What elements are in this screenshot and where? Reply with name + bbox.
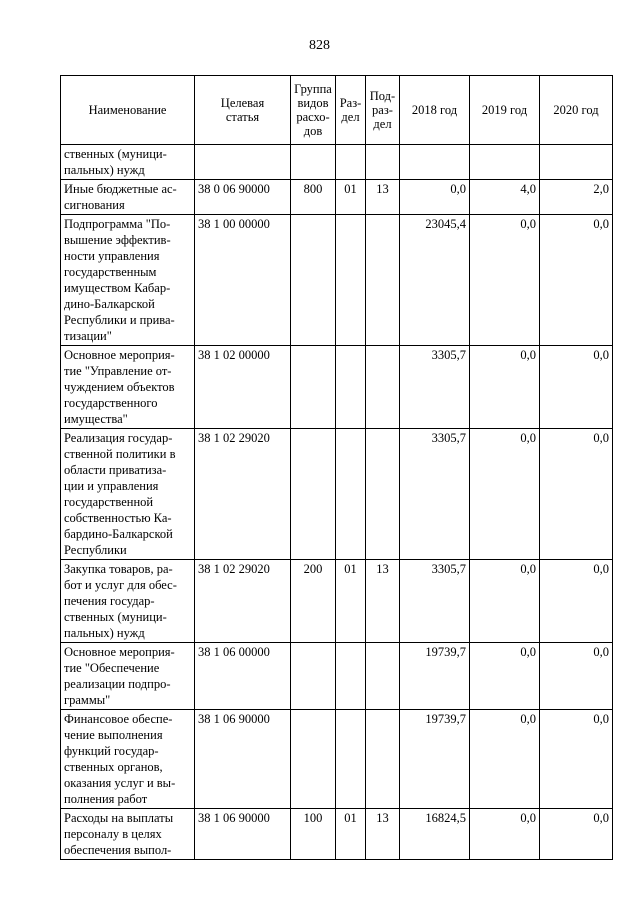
table-row — [61, 346, 613, 429]
table-row — [61, 180, 613, 215]
cell-2018: 19739,7 — [400, 643, 470, 710]
cell-2020: 0,0 — [540, 429, 613, 560]
cell-name: Расходы на выплаты персоналу в целях обеспечения выпол- — [61, 809, 195, 860]
cell-expense-group — [291, 429, 336, 560]
cell-2019: 0,0 — [470, 429, 540, 560]
table-row — [61, 710, 613, 809]
cell-name: Основное мероприя- тие "Обеспечение реализации подпро- граммы" — [61, 643, 195, 710]
table-row — [61, 560, 613, 643]
cell-target: 38 1 02 00000 — [195, 346, 291, 429]
cell-2019: 0,0 — [470, 215, 540, 346]
cell-2018 — [400, 145, 470, 180]
cell-2018: 3305,7 — [400, 560, 470, 643]
cell-2018: 23045,4 — [400, 215, 470, 346]
cell-section — [336, 145, 366, 180]
table-header-row — [61, 76, 613, 145]
cell-2020: 0,0 — [540, 346, 613, 429]
cell-section: 01 — [336, 560, 366, 643]
cell-name: Реализация государ- ственной политики в области приватиза- ции и управления государственной собственностью Ка- бардино-Балкарской Республики — [61, 429, 195, 560]
cell-2019: 0,0 — [470, 346, 540, 429]
cell-target: 38 1 06 90000 — [195, 710, 291, 809]
header-expense-group: Группа видов расхо- дов — [291, 76, 336, 145]
cell-section — [336, 429, 366, 560]
cell-name: Закупка товаров, ра- бот и услуг для обес- печения государ- ственных (муници- пальных) нужд — [61, 560, 195, 643]
cell-subsection — [366, 145, 400, 180]
cell-expense-group: 800 — [291, 180, 336, 215]
cell-target: 38 1 06 00000 — [195, 643, 291, 710]
cell-2018: 3305,7 — [400, 429, 470, 560]
cell-name: Подпрограмма "По- вышение эффектив- ности управления государственным имуществом Кабар- дино-Балкарской Республики и прива- тизации" — [61, 215, 195, 346]
cell-name: Иные бюджетные ас- сигнования — [61, 180, 195, 215]
cell-2019: 0,0 — [470, 643, 540, 710]
cell-2020: 0,0 — [540, 643, 613, 710]
cell-2019: 0,0 — [470, 560, 540, 643]
cell-section — [336, 215, 366, 346]
cell-section: 01 — [336, 180, 366, 215]
cell-2019 — [470, 145, 540, 180]
cell-section — [336, 710, 366, 809]
cell-2018: 16824,5 — [400, 809, 470, 860]
table-row — [61, 809, 613, 860]
header-subsection: Под- раз- дел — [366, 76, 400, 145]
cell-target: 38 1 02 29020 — [195, 429, 291, 560]
cell-2020 — [540, 145, 613, 180]
cell-2020: 0,0 — [540, 710, 613, 809]
cell-2018: 3305,7 — [400, 346, 470, 429]
cell-subsection: 13 — [366, 560, 400, 643]
cell-expense-group — [291, 710, 336, 809]
cell-expense-group — [291, 145, 336, 180]
cell-subsection — [366, 215, 400, 346]
cell-target: 38 1 06 90000 — [195, 809, 291, 860]
cell-name: ственных (муници- пальных) нужд — [61, 145, 195, 180]
cell-name: Основное мероприя- тие "Управление от- чуждением объектов государственного имущества" — [61, 346, 195, 429]
cell-subsection — [366, 643, 400, 710]
cell-section — [336, 346, 366, 429]
cell-expense-group: 100 — [291, 809, 336, 860]
cell-section — [336, 643, 366, 710]
cell-2019: 0,0 — [470, 710, 540, 809]
cell-2018: 19739,7 — [400, 710, 470, 809]
table-row — [61, 215, 613, 346]
header-2019: 2019 год — [470, 76, 540, 145]
budget-table — [60, 75, 613, 860]
cell-target — [195, 145, 291, 180]
cell-subsection — [366, 710, 400, 809]
cell-2020: 0,0 — [540, 215, 613, 346]
table-row — [61, 429, 613, 560]
page-number: 828 — [309, 38, 330, 53]
cell-2020: 2,0 — [540, 180, 613, 215]
cell-subsection — [366, 346, 400, 429]
cell-target: 38 1 00 00000 — [195, 215, 291, 346]
cell-2019: 4,0 — [470, 180, 540, 215]
cell-expense-group — [291, 643, 336, 710]
cell-expense-group — [291, 346, 336, 429]
header-2018: 2018 год — [400, 76, 470, 145]
cell-subsection — [366, 429, 400, 560]
cell-2020: 0,0 — [540, 560, 613, 643]
cell-subsection: 13 — [366, 809, 400, 860]
header-target: Целевая статья — [195, 76, 291, 145]
cell-expense-group — [291, 215, 336, 346]
cell-2020: 0,0 — [540, 809, 613, 860]
cell-2018: 0,0 — [400, 180, 470, 215]
table-row — [61, 643, 613, 710]
header-name: Наименование — [61, 76, 195, 145]
header-2020: 2020 год — [540, 76, 613, 145]
header-section: Раз- дел — [336, 76, 366, 145]
cell-name: Финансовое обеспе- чение выполнения функций государ- ственных органов, оказания услуг и вы- полнения работ — [61, 710, 195, 809]
cell-target: 38 1 02 29020 — [195, 560, 291, 643]
cell-section: 01 — [336, 809, 366, 860]
cell-expense-group: 200 — [291, 560, 336, 643]
cell-2019: 0,0 — [470, 809, 540, 860]
cell-subsection: 13 — [366, 180, 400, 215]
table-row — [61, 145, 613, 180]
cell-target: 38 0 06 90000 — [195, 180, 291, 215]
